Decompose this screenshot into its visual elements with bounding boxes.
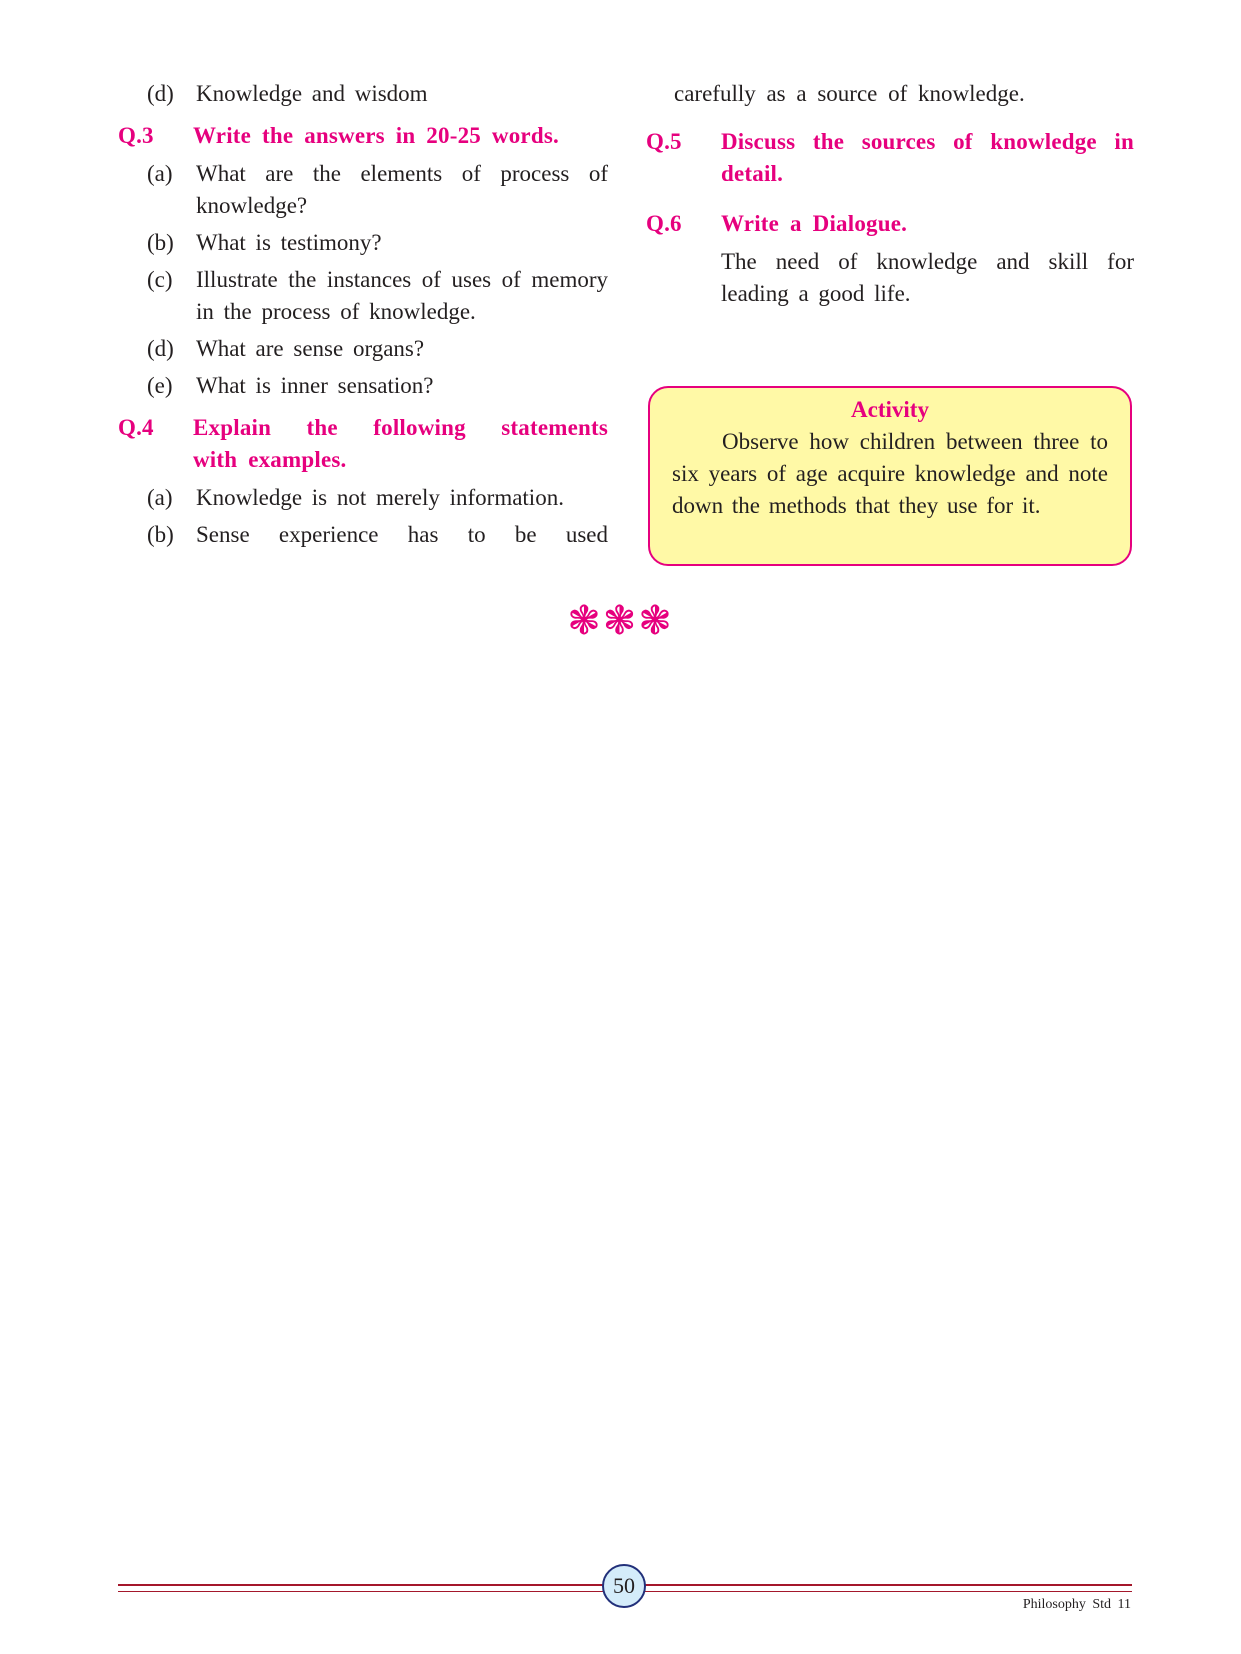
question-q3-heading [118,120,608,152]
item-label: (c) [147,267,173,292]
item-label: (b) [147,230,174,255]
item-label: (d) [147,336,174,361]
item-text: Illustrate the instances of uses of memory in the process of knowledge. [196,267,608,324]
right-column [646,78,1134,310]
question-title-line1: Explain the following statements [193,415,608,440]
list-item [118,482,608,514]
item-text: Knowledge is not merely information. [196,485,564,510]
activity-title: Activity [851,397,929,422]
item-label: (a) [147,485,173,510]
list-item [118,370,608,402]
question-number: Q.6 [646,211,682,236]
list-item [118,264,608,328]
item-label: (e) [147,373,173,398]
question-number: Q.3 [118,123,154,148]
question-q5-heading [646,126,1134,190]
list-item [118,78,608,110]
question-q4-heading [118,412,608,476]
list-item [118,333,608,365]
question-title [193,412,608,476]
item-label: (d) [147,81,174,106]
question-number: Q.5 [646,129,682,154]
question-number: Q.4 [118,415,154,440]
question-title-line2: with examples. [193,447,347,472]
item-text: What are sense organs? [196,336,425,361]
item-text: Knowledge and wisdom [196,81,428,106]
list-item [118,227,608,259]
item-label: (b) [147,522,174,547]
book-title: Philosophy Std 11 [1022,1597,1131,1612]
question-q6-heading [646,208,1134,240]
question-q6-text: The need of knowledge and skill for leading a good life. [721,249,1134,306]
item-text: What is testimony? [196,230,382,255]
activity-body: Observe how children between three to six years of age acquire knowledge and note down the methods that they use for it. [672,429,1108,518]
list-item [118,519,608,551]
item-text: What are the elements of process of knowledge? [196,161,608,218]
continuation-text: carefully as a source of knowledge. [674,81,1025,106]
list-item [118,158,608,222]
left-column [118,78,608,556]
page-number: 50 [602,1564,646,1608]
item-label: (a) [147,161,173,186]
question-title: Write a Dialogue. [721,211,908,236]
question-title: Discuss the sources of knowledge in detail. [721,129,1134,186]
item-text: Sense experience has to be used [196,522,608,547]
question-title: Write the answers in 20-25 words. [193,123,559,148]
activity-box [648,386,1132,566]
item-text: What is inner sensation? [196,373,434,398]
section-separator: ❃❃❃ [567,598,674,644]
